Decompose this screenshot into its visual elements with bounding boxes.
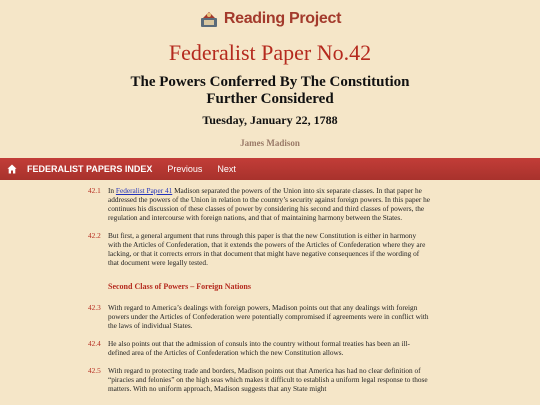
paragraph-body-text: Madison separated the powers of the Union into six separate classes. In that paper he addressed the powers of the Union in relation to the country’s security against foreign powers. In this paper he continues his discussion of these classes of power by considering his second and third classes of powers, the regulation and intercourse with foreign nations, and that of maintaining harmony between the States. [108,186,430,222]
paragraph-number: 42.5 [88,366,101,375]
paragraph [88,303,430,330]
paragraph-text: He also points out that the admission of consuls into the country without formal treaties has been an ill-defined area of the Articles of Confederation which the new Constitution allows. [108,339,410,357]
next-link[interactable]: Next [217,164,236,174]
paragraph-number: 42.1 [88,186,101,195]
site-logo[interactable] [0,9,540,29]
federalist-41-link[interactable]: Federalist Paper 41 [115,186,173,195]
paragraph-text: But first, a general argument that runs through this paper is that the new Constitution is either in harmony with the Articles of Confederation, that it extends the powers of the Articles of Confederation where they are lacking, or that it corrects errors in that document that might have negative consequences if the wording of that document were legally tested. [108,231,426,267]
paragraph-text: With regard to protecting trade and borders, Madison points out that America has had no clear definition of “piracies and felonies” on the high seas which makes it difficult to establish a uniform legal response to those matters. With no uniform approach, Madison suggests that any State might [108,366,428,393]
paragraph [88,186,430,222]
publication-date: Tuesday, January 22, 1788 [202,113,338,127]
page-title: Federalist Paper No.42 [168,40,372,65]
logo-text: Reading Project [223,10,342,27]
paragraph [88,231,430,267]
paragraph [88,339,430,357]
federalist-index-link[interactable]: FEDERALIST PAPERS INDEX [27,164,153,174]
navigation-bar [0,158,540,180]
paragraph-text: With regard to America’s dealings with foreign powers, Madison points out that any dealings with foreign powers under the Articles of Confederation were potentially compromised if agreements were in conflict with the laws of individual States. [108,303,429,330]
author-name: James Madison [240,138,300,148]
paragraph [88,366,430,393]
home-icon[interactable] [7,164,17,174]
previous-link[interactable]: Previous [167,164,203,174]
paragraph-lead-text: In [108,186,116,195]
paragraph-text [108,186,430,222]
paragraph-number: 42.4 [88,339,101,348]
paragraph-number: 42.2 [88,231,101,240]
page-subtitle: The Powers Conferred By The Constitution Further Considered [130,74,410,107]
article-content [88,186,430,402]
reading-project-logo-icon [199,9,219,29]
section-heading: Second Class of Powers – Foreign Nations [108,282,251,291]
paragraph-number: 42.3 [88,303,101,312]
